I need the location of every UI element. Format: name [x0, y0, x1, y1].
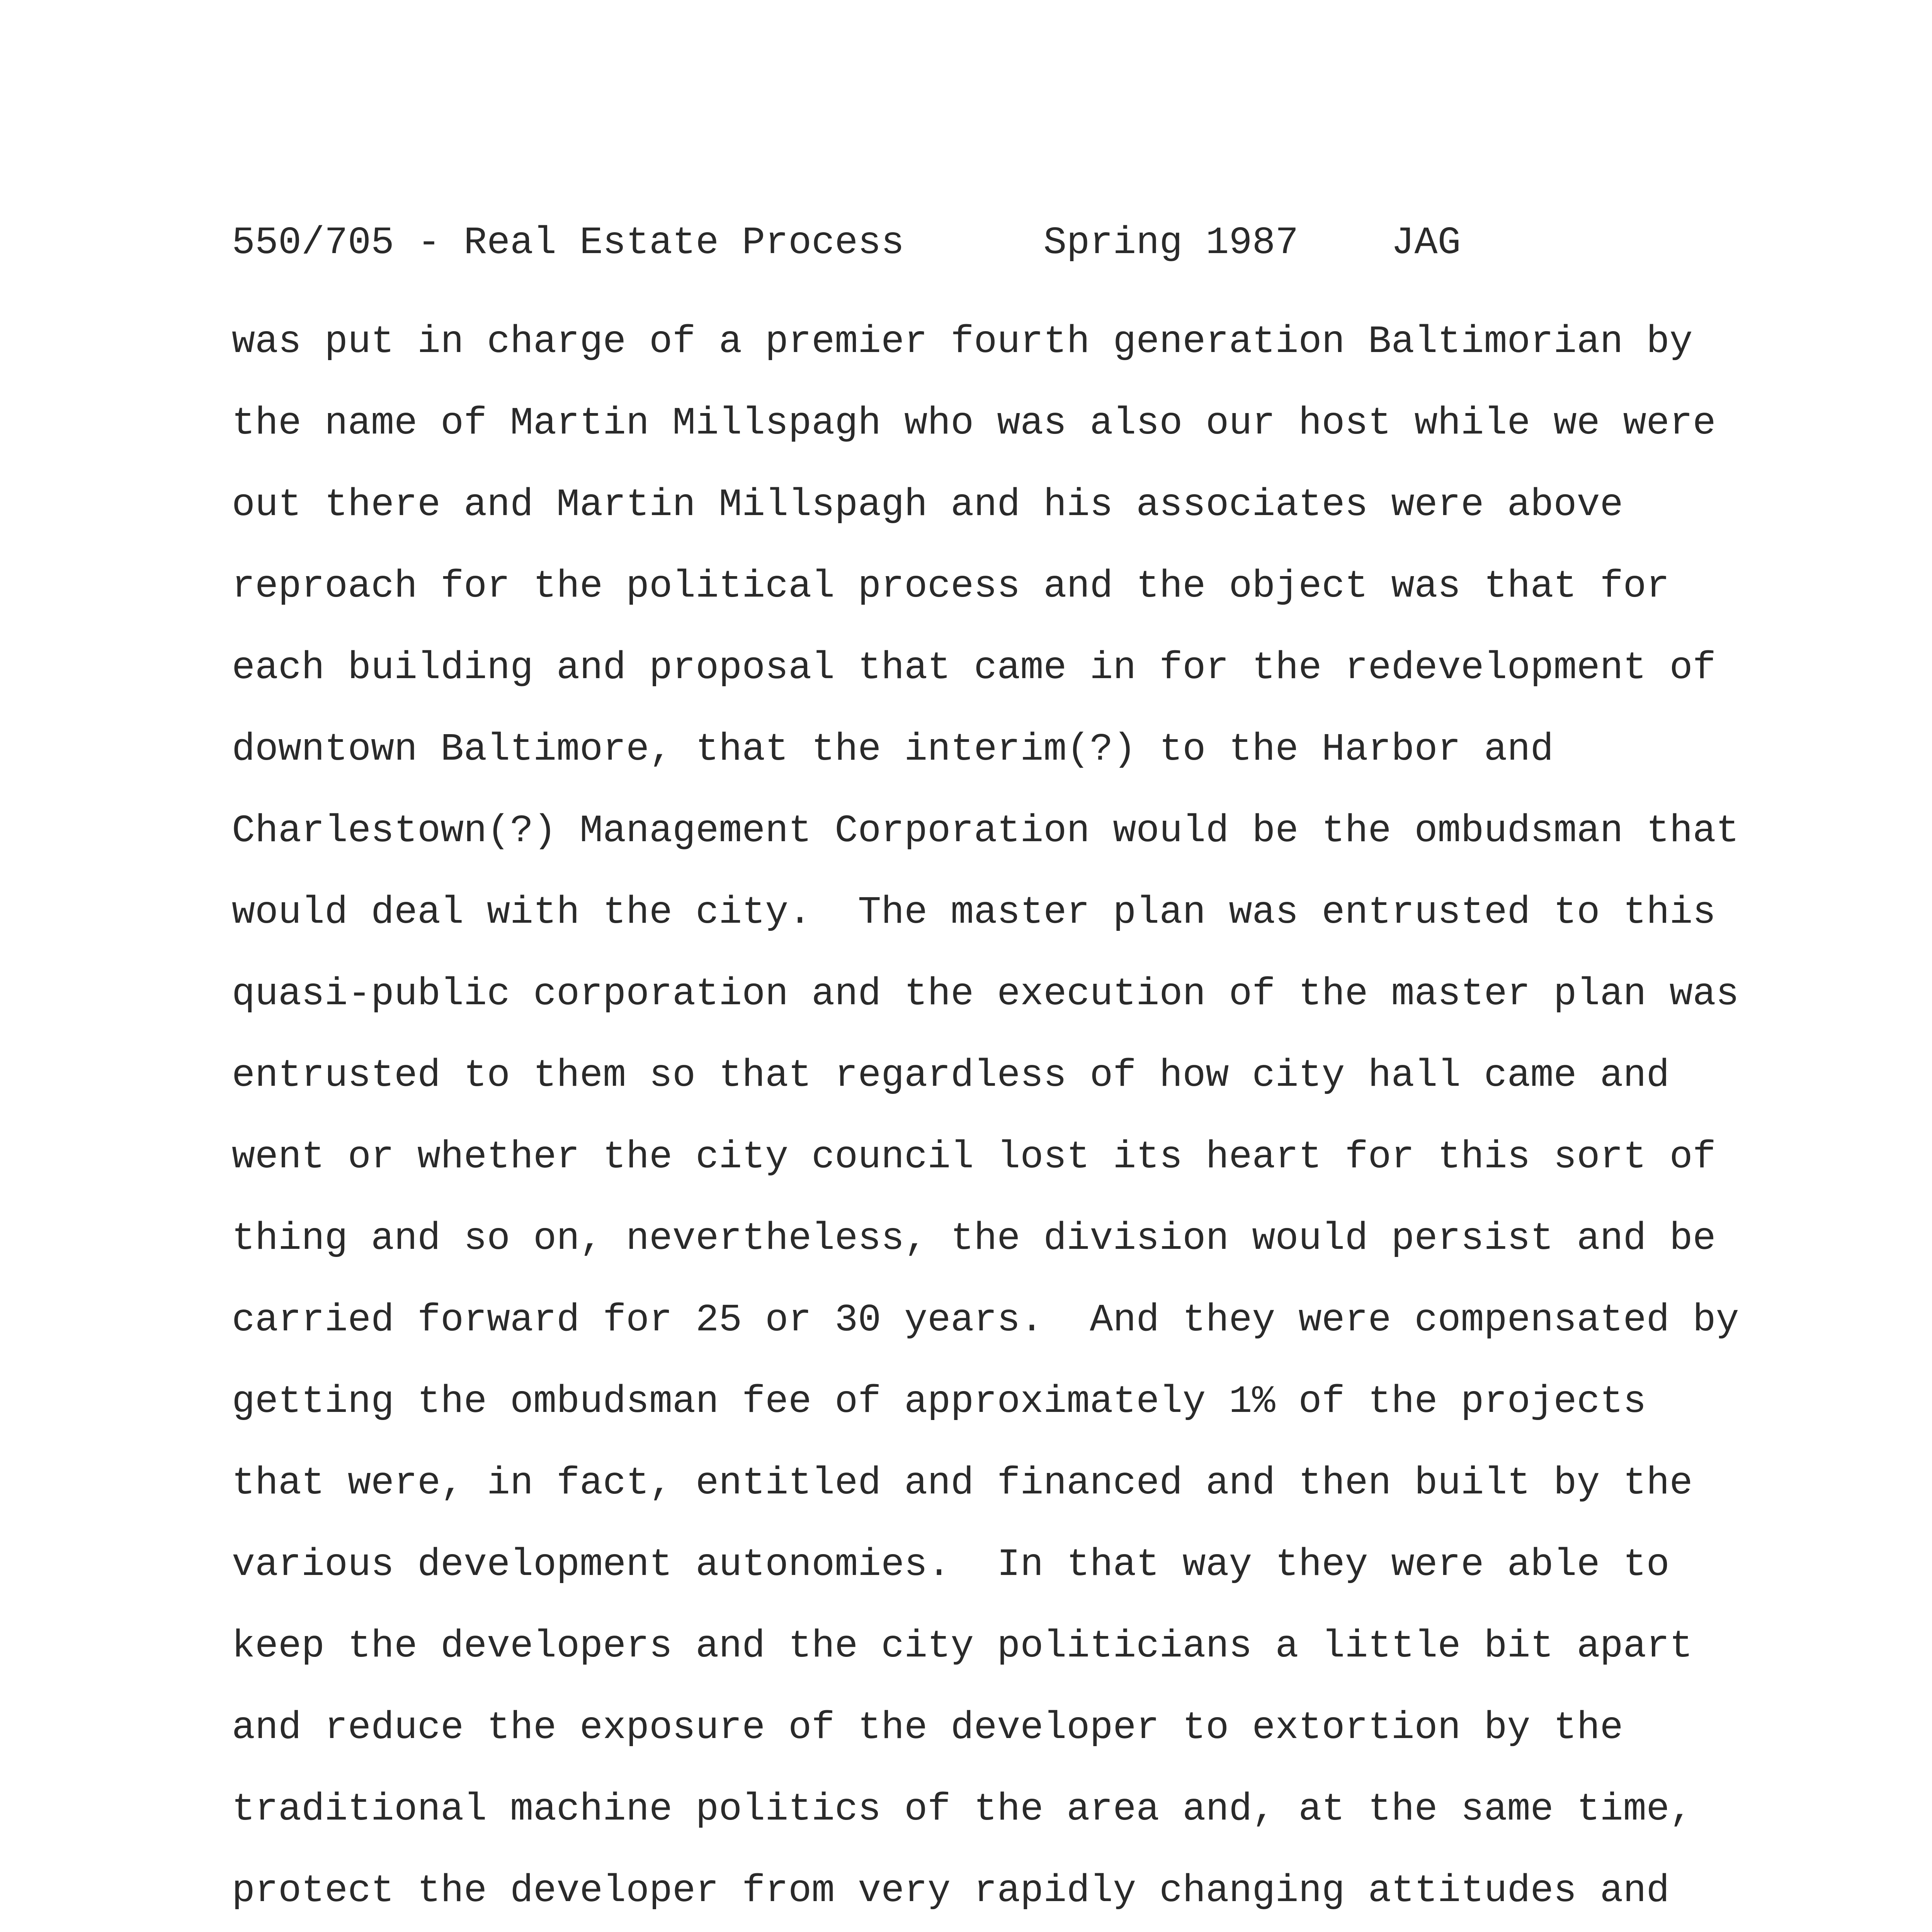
text-line: thing and so on, nevertheless, the division would persist and be: [232, 1217, 1716, 1261]
text-line: was put in charge of a premier fourth generation Baltimorian by: [232, 320, 1693, 364]
text-line: traditional machine politics of the area and, at the same time,: [232, 1788, 1693, 1832]
text-line: quasi-public corporation and the execution of the master plan was: [232, 973, 1739, 1016]
author-initials: JAG: [1391, 221, 1461, 265]
text-line: went or whether the city council lost its heart for this sort of: [232, 1136, 1716, 1179]
text-line: keep the developers and the city politicians a little bit apart: [232, 1625, 1693, 1668]
text-line: the name of Martin Millspagh who was also our host while we were: [232, 402, 1716, 446]
term: Spring 1987: [1043, 221, 1299, 265]
text-line: and reduce the exposure of the developer to extortion by the: [232, 1706, 1623, 1750]
text-line: getting the ombudsman fee of approximately 1% of the projects: [232, 1380, 1646, 1424]
text-line: entrusted to them so that regardless of how city hall came and: [232, 1054, 1670, 1098]
text-line: reproach for the political process and the object was that for: [232, 565, 1670, 609]
text-line: protect the developer from very rapidly changing attitudes and: [232, 1869, 1670, 1913]
text-line: that were, in fact, entitled and financed and then built by the: [232, 1462, 1693, 1505]
text-line: carried forward for 25 or 30 years. And they were compensated by: [232, 1299, 1739, 1342]
text-line: various development autonomies. In that way they were able to: [232, 1543, 1670, 1587]
text-line: Charlestown(?) Management Corporation would be the ombudsman that: [232, 810, 1739, 853]
text-line: out there and Martin Millspagh and his associates were above: [232, 483, 1623, 527]
text-line: each building and proposal that came in for the redevelopment of: [232, 646, 1716, 690]
text-line: would deal with the city. The master plan was entrusted to this: [232, 891, 1716, 935]
course-title: 550/705 - Real Estate Process: [232, 221, 905, 265]
page-header: [232, 220, 1461, 267]
text-line: downtown Baltimore, that the interim(?) to the Harbor and: [232, 728, 1554, 772]
body-text: [232, 301, 1777, 1932]
